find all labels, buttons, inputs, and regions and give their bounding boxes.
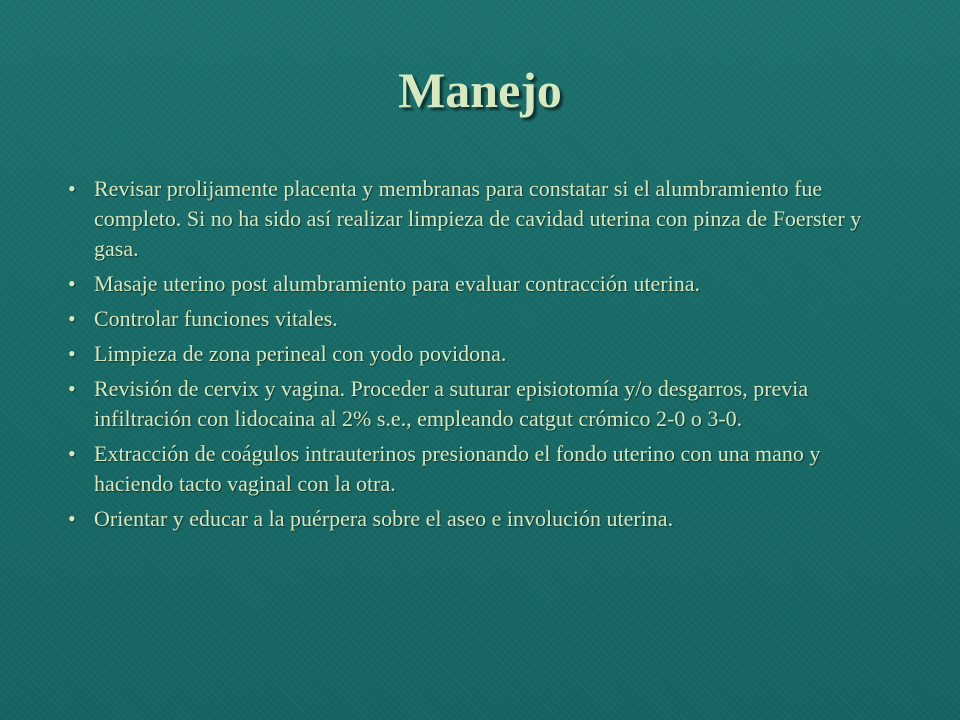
- bullet-text: Masaje uterino post alumbramiento para evaluar contracción uterina.: [94, 271, 700, 296]
- bullet-text: Orientar y educar a la puérpera sobre el aseo e involución uterina.: [94, 506, 674, 531]
- bullet-item: [64, 439, 904, 499]
- bullet-icon: •: [68, 506, 76, 531]
- bullet-text: Revisión de cervix y vagina. Proceder a suturar episiotomía y/o desgarros, previa infiltración con lidocaina al 2% s.e., empleando catgut crómico 2-0 o 3-0.: [94, 376, 809, 431]
- bullet-text: Controlar funciones vitales.: [94, 306, 338, 331]
- bullet-icon: •: [68, 306, 76, 331]
- bullet-item: [64, 269, 904, 299]
- bullet-item: [64, 174, 904, 264]
- bullet-item: [64, 339, 904, 369]
- slide-title: Manejo: [398, 62, 562, 118]
- bullet-icon: •: [68, 176, 76, 201]
- bullet-item: [64, 304, 904, 334]
- bullet-icon: •: [68, 376, 76, 401]
- bullet-item: [64, 374, 904, 434]
- bullet-item: [64, 504, 904, 534]
- bullet-icon: •: [68, 441, 76, 466]
- bullet-text: Extracción de coágulos intrauterinos presionando el fondo uterino con una mano y haciendo tacto vaginal con la otra.: [94, 441, 821, 496]
- bullet-text: Revisar prolijamente placenta y membranas para constatar si el alumbramiento fue completo. Si no ha sido así realizar limpieza de cavidad uterina con pinza de Foerster y gasa.: [94, 176, 862, 261]
- bullet-icon: •: [68, 341, 76, 366]
- bullet-list: [64, 174, 904, 539]
- bullet-icon: •: [68, 271, 76, 296]
- bullet-text: Limpieza de zona perineal con yodo povidona.: [94, 341, 507, 366]
